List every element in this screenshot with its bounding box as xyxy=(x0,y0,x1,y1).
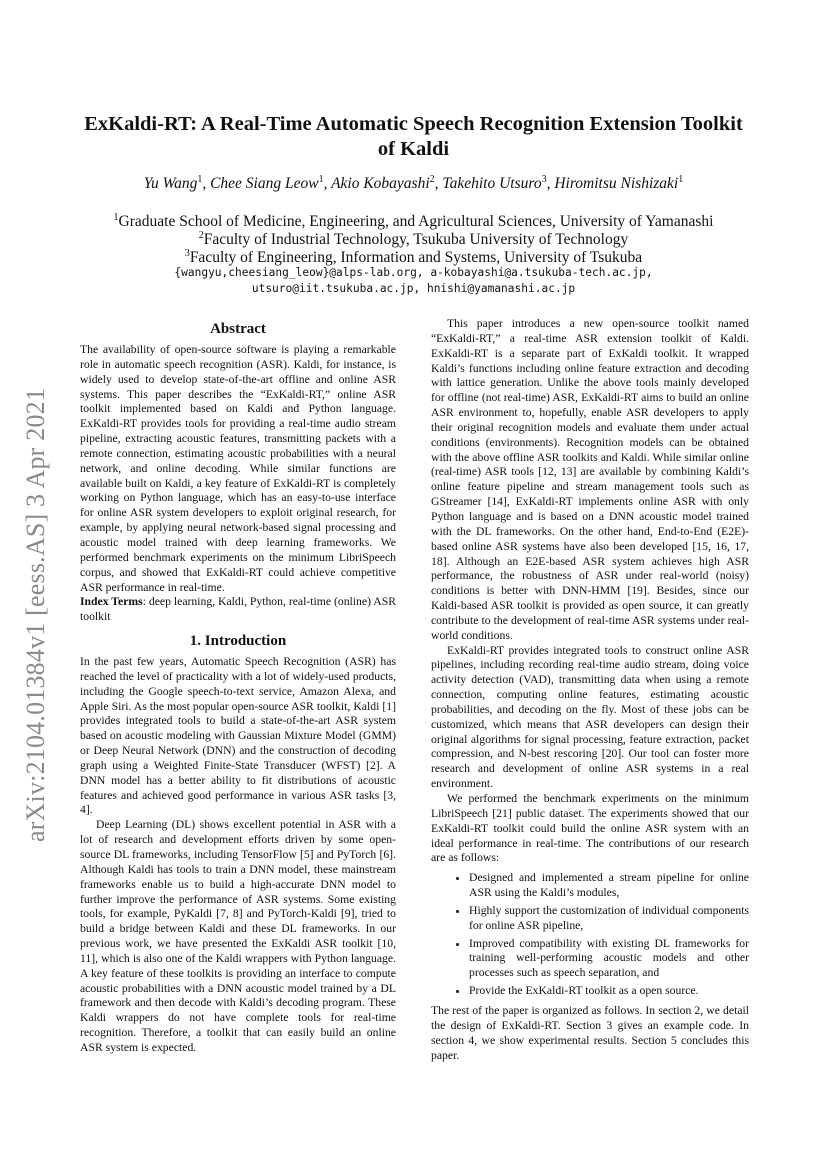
author: Hiromitsu Nishizaki$^1$ xyxy=(554,174,684,193)
paper-title xyxy=(80,112,747,162)
arxiv-margin-stamp xyxy=(16,360,56,870)
abstract-heading: Abstract xyxy=(210,321,266,337)
list-item: • Improved compatibility with existing DL frameworks for training well-performing acoustic models and other processes such as speech separation, and xyxy=(469,937,749,982)
list-item: • Designed and implemented a stream pipeline for online ASR using the Kaldi’s modules, xyxy=(469,871,749,901)
intro-paragraph-1: In the past few years, Automatic Speech Recognition (ASR) has reached the level of practicality with a lot of widely-used products, including the Google speech-to-text service, Amazon Alexa, and Apple Siri. As the most popular open-source ASR toolkit, Kaldi [1] provides integrated tools to build a state-of-the-art ASR system based on acoustic modeling with Gaussian Mixture Model (GMM) or Deep Neural Network (DNN) and the construction of decoding graph using a Weighted Finite-State Transducer (WFST) [2]. A DNN model has a better ability to fit distributions of acoustic features and achieved good performance in various ASR tasks [3, 4]. xyxy=(80,655,396,817)
affiliation-1: $^1$Graduate School of Medicine, Engineering, and Agricultural Sciences, University of Yamanashi xyxy=(113,212,714,231)
contributions-list xyxy=(431,871,749,999)
index-terms: Index Terms: deep learning, Kaldi, Python, real-time (online) ASR toolkit xyxy=(80,595,397,624)
body-paragraph: The rest of the paper is organized as follows. In section 2, we detail the design of ExKaldi-RT. Section 3 gives an example code. In section 4, we show experimental results. Section 5 concludes this paper. xyxy=(431,1003,749,1062)
author: Takehito Utsuro$^3$ xyxy=(442,174,547,193)
title-line-2: of Kaldi xyxy=(377,138,450,160)
email-line-1: {wangyu,cheesiang_leow}@alps-lab.org, a-kobayashi@a.tsukuba-tech.ac.jp, xyxy=(174,266,653,279)
author-emails xyxy=(80,265,747,297)
author: Akio Kobayashi$^2$ xyxy=(331,174,435,193)
right-column xyxy=(431,317,749,1063)
body-paragraph: ExKaldi-RT provides integrated tools to construct online ASR pipelines, including recording real-time audio stream, doing voice activity detection (VAD), transmitting data when using a remote connection, computing online features, estimating acoustic probabilities, and decoding on the fly. Most of these jobs can be customized, which means that ASR developers can design their original algorithms for signal processing, feature extraction, packet compression, and N-best rescoring [20]. Our tool can foster more research and development of online ASR systems in a real environment. xyxy=(431,643,749,791)
body-paragraph: This paper introduces a new open-source toolkit named “ExKaldi-RT,” a real-time ASR extension toolkit of Kaldi. ExKaldi-RT is a separate part of ExKaldi toolkit. It wrapped Kaldi’s functions including online feature extraction and decoding with lattice generation. Unlike the above tools mainly developed for offline (not real-time) ASR, ExKaldi-RT aims to build an online ASR environment to, hopefully, enable ASR developers to apply their original recognition models and evaluate them under actual conditions (environments). Recognition models can be obtained with the above offline ASR toolkits and Kaldi. While similar online (real-time) ASR tools [12, 13] are available by combining Kaldi’s online feature pipeline and stream management tools such as GStreamer [14], ExKaldi-RT implements online ASR with only Python language and is based on a DNN acoustic model trained with the DL frameworks. On the other hand, End-to-End (E2E)-based online ASR systems have also been developed [15, 16, 17, 18]. Although an E2E-based ASR system achieves high ASR performance, the robustness of ASR under real-world (noisy) conditions is better with DNN-HMM [19]. Besides, since our Kaldi-based ASR toolkit is provided as open source, it can greatly contribute to the development of real-time ASR systems under real-world conditions. xyxy=(431,317,749,642)
author: Yu Wang$^1$ xyxy=(143,174,203,193)
introduction-heading: 1. Introduction xyxy=(189,633,287,650)
affiliation-2: $^2$Faculty of Industrial Technology, Tsukuba University of Technology xyxy=(198,230,629,249)
intro-paragraph-2: Deep Learning (DL) shows excellent potential in ASR with a lot of research and development efforts driven by some open-source DL frameworks, including TensorFlow [5] and PyTorch [6]. Although Kaldi has tools to train a DNN model, these mainstream frameworks enable us to build a high-accurate DNN model to further improve the performance of ASR systems. Some existing tools, for example, PyKaldi [7, 8] and PyTorch-Kaldi [9], tried to build a bridge between Kaldi and these DL frameworks. In our previous work, we have presented the ExKaldi ASR toolkit [10, 11], which is also one of the Kaldi wrappers with Python language. A key feature of these toolkits is providing an interface to compute acoustic probabilities with a DNN acoustic model trained by a DL framework and then decode with Kaldi’s decoding program. These Kaldi wrappers do not have complete tools for real-time recognition. Therefore, a toolkit that can easily build an online ASR system is expected. xyxy=(80,818,396,1054)
list-item: • Provide the ExKaldi-RT toolkit as a open source. xyxy=(469,984,749,999)
list-item: • Highly support the customization of individual components for online ASR pipeline, xyxy=(469,904,749,934)
arxiv-id-text: arXiv:2104.01384v1 [eess.AS] 3 Apr 2021 xyxy=(21,387,50,843)
left-column xyxy=(80,317,396,1056)
author: Chee Siang Leow$^1$ xyxy=(210,174,324,193)
affiliation-3: $^3$Faculty of Engineering, Information and Systems, University of Tsukuba xyxy=(184,248,643,267)
title-line-1: ExKaldi-RT: A Real-Time Automatic Speech Recognition Extension Toolkit xyxy=(84,113,743,135)
abstract-text: The availability of open-source software is playing a remarkable role in automatic speech recognition (ASR). Kaldi, for instance, is widely used to develop state-of-the-art offline and online ASR systems. This paper describes the “ExKaldi-RT,” online ASR toolkit implemented based on Kaldi and Python language. ExKaldi-RT provides tools for providing a real-time audio stream pipeline, extracting acoustic features, transmitting packets with a remote connection, estimating acoustic probabilities with a neural network, and online decoding. While similar functions are available built on Kaldi, a key feature of ExKaldi-RT is completely working on Python language, which has an easy-to-use interface for online ASR system developers to exploit original research, for example, by applying neural network-based signal processing and acoustic model trained with deep learning frameworks. We performed benchmark experiments on the minimum LibriSpeech corpus, and showed that ExKaldi-RT could achieve competitive ASR performance in real-time. xyxy=(80,343,396,594)
body-paragraph: We performed the benchmark experiments on the minimum LibriSpeech [21] public dataset. The experiments showed that our ExKaldi-RT toolkit could build the online ASR system with an ideal performance in real-time. The contributions of our research are as follows: xyxy=(431,792,749,865)
author-list: Yu Wang$^1$, Chee Siang Leow$^1$, Akio Kobayashi$^2$, Takehito Utsuro$^3$, Hiromitsu Nishizaki$^1$ xyxy=(143,174,684,193)
email-line-2: utsuro@iit.tsukuba.ac.jp, hnishi@yamanashi.ac.jp xyxy=(251,282,576,295)
